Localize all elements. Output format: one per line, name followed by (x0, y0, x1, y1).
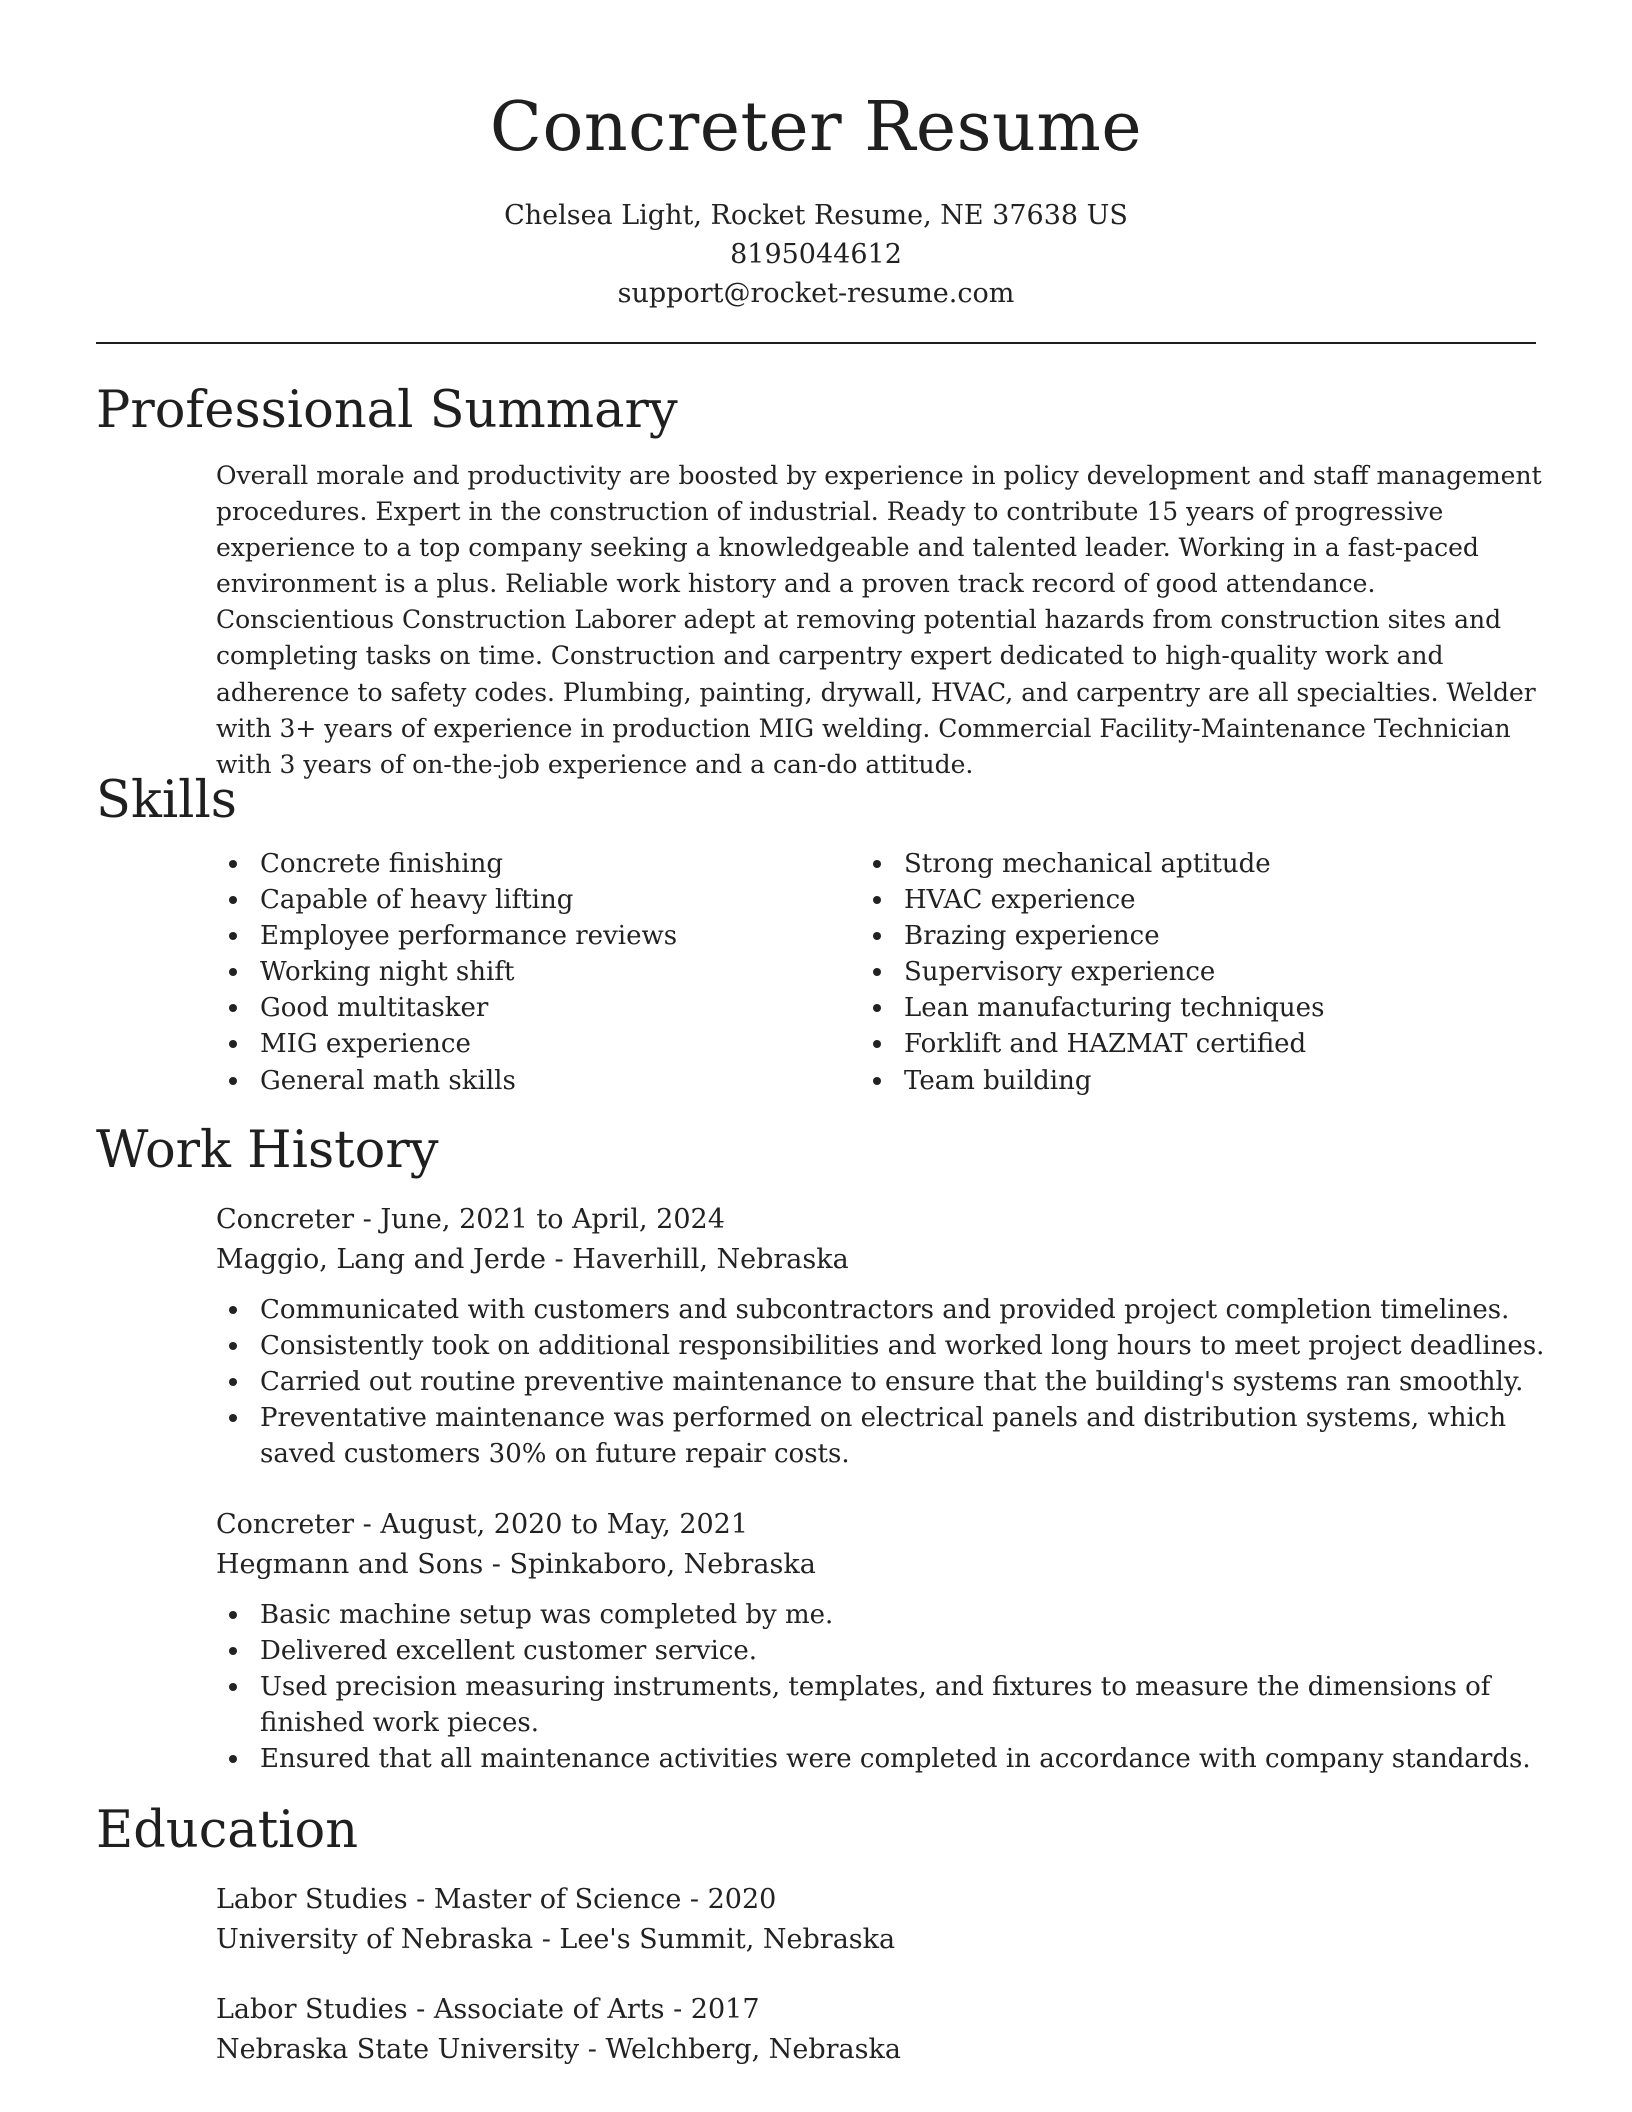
skill-item: MIG experience (216, 1026, 856, 1062)
job-duties (216, 1597, 1546, 1777)
job-entry (216, 1200, 1546, 1472)
contact-email: support@rocket-resume.com (617, 278, 1015, 309)
degree-line: Labor Studies - Master of Science - 2020 (216, 1884, 777, 1915)
education-entry (216, 1880, 1546, 1960)
education-entry (216, 1990, 1546, 2070)
skill-item: Forklift and HAZMAT certified (860, 1026, 1500, 1062)
skill-item: Strong mechanical aptitude (860, 846, 1500, 882)
skills-list-left (216, 846, 856, 1099)
skill-item: Supervisory experience (860, 954, 1500, 990)
job-title-dates: Concreter - June, 2021 to April, 2024 (216, 1204, 725, 1235)
school-line: Nebraska State University - Welchberg, Nebraska (216, 2034, 901, 2065)
duty-item: Carried out routine preventive maintenance to ensure that the building's systems ran smoothly. (216, 1364, 1546, 1400)
skill-item: Team building (860, 1063, 1500, 1099)
skill-item: General math skills (216, 1063, 856, 1099)
skill-item: Concrete finishing (216, 846, 856, 882)
skill-item: Capable of heavy lifting (216, 882, 856, 918)
duty-item: Basic machine setup was completed by me. (216, 1597, 1546, 1633)
skill-item: Good multitasker (216, 990, 856, 1026)
contact-address: Chelsea Light, Rocket Resume, NE 37638 US (504, 200, 1128, 231)
skills-list-right (860, 846, 1500, 1099)
header-divider (96, 342, 1536, 344)
education-heading: Education (96, 1801, 359, 1860)
skill-item: Brazing experience (860, 918, 1500, 954)
school-line: University of Nebraska - Lee's Summit, Nebraska (216, 1924, 896, 1955)
summary-heading: Professional Summary (96, 381, 678, 440)
duty-item: Ensured that all maintenance activities were completed in accordance with company standards. (216, 1741, 1546, 1777)
job-entry (216, 1505, 1546, 1777)
skills-heading: Skills (96, 771, 237, 830)
duty-item: Delivered excellent customer service. (216, 1633, 1546, 1669)
work-history-heading: Work History (96, 1121, 439, 1180)
duty-item: Used precision measuring instruments, templates, and fixtures to measure the dimensions of finished work pieces. (216, 1669, 1546, 1741)
skill-item: Lean manufacturing techniques (860, 990, 1500, 1026)
contact-info (0, 196, 1632, 313)
contact-phone: 8195044612 (730, 239, 902, 270)
resume-title: Concreter Resume (489, 88, 1143, 167)
skill-item: Employee performance reviews (216, 918, 856, 954)
resume-header (0, 84, 1632, 313)
job-company-location: Maggio, Lang and Jerde - Haverhill, Nebraska (216, 1244, 849, 1275)
duty-item: Communicated with customers and subcontractors and provided project completion timelines. (216, 1292, 1546, 1328)
duty-item: Consistently took on additional responsibilities and worked long hours to meet project deadlines. (216, 1328, 1546, 1364)
job-duties (216, 1292, 1546, 1472)
job-title-dates: Concreter - August, 2020 to May, 2021 (216, 1509, 749, 1540)
job-company-location: Hegmann and Sons - Spinkaboro, Nebraska (216, 1549, 816, 1580)
skill-item: Working night shift (216, 954, 856, 990)
duty-item: Preventative maintenance was performed on electrical panels and distribution systems, which saved customers 30% on future repair costs. (216, 1400, 1546, 1472)
skill-item: HVAC experience (860, 882, 1500, 918)
degree-line: Labor Studies - Associate of Arts - 2017 (216, 1994, 760, 2025)
summary-text: Overall morale and productivity are boosted by experience in policy development and staff management procedures. Expert in the construction of industrial. Ready to contribute 15 years of progressive experience to a top company seeking a knowledgeable and talented leader. Working in a fast-paced environment is a plus. Reliable work history and a proven track record of good attendance. Conscientious Construction Laborer adept at removing potential hazards from construction sites and completing tasks on time. Construction and carpentry expert dedicated to high-quality work and adherence to safety codes. Plumbing, painting, drywall, HVAC, and carpentry are all specialties. Welder with 3+ years of experience in production MIG welding. Commercial Facility-Maintenance Technician with 3 years of on-the-job experience and a can-do attitude. (216, 461, 1542, 779)
